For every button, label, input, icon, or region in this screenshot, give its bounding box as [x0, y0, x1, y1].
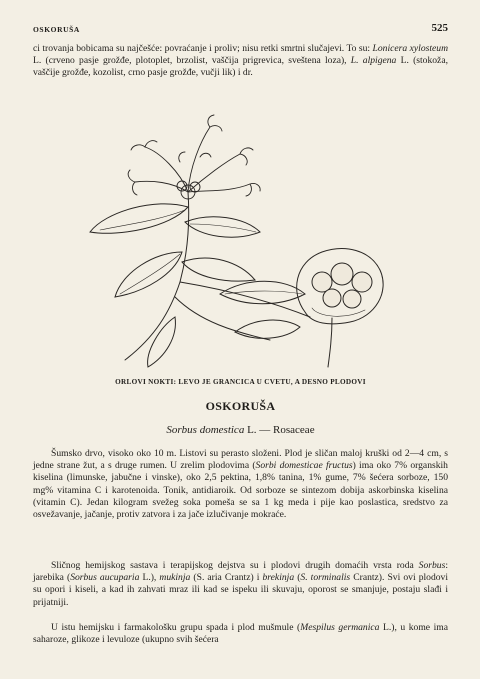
latin-name: Sorbus aucuparia — [70, 572, 140, 584]
page-number: 525 — [431, 22, 448, 34]
latin-name: Sorbi domesticae fructus — [255, 460, 353, 472]
latin-name: brekinja — [262, 572, 295, 584]
leaf — [235, 320, 300, 338]
section-title: OSKORUŠA — [205, 399, 276, 413]
intro-paragraph: ci trovanja bobicama su najčešće: povraćanje i proliv; nisu retki smrtni slučajevi. To su: Lonicera xylosteum L. (crveno pasje grožđe, plotoplet, brzolist, vaščija prigrevica, sveštena loza), L. alpigena L. (stokoža, vaščije grožđe, kozolist, crno pasje grožđe, vučji lik) i dr. — [33, 43, 448, 79]
latin-name: mukinja — [159, 572, 191, 584]
leaf — [182, 258, 255, 281]
latin-name: L. alpigena — [350, 55, 397, 67]
fruit-cluster — [297, 249, 383, 367]
honeysuckle-illustration — [60, 112, 430, 377]
figure-caption: ORLOVI NOKTI: LEVO JE GRANCICA U CVETU, A DESNO PLODOVI — [115, 378, 366, 386]
leaf — [190, 224, 256, 232]
latin-name: Sorbus — [418, 560, 446, 571]
leaf — [115, 252, 182, 297]
running-title: OSKORUŠA — [33, 25, 80, 34]
body-paragraph: U istu hemijsku i farmakološku grupu spada i plod mušmule (Mespilus germanica L.), u kome ima saharoze, glikoze i levuloze (ukupno svih šećera — [33, 622, 449, 646]
leaf — [100, 210, 185, 230]
page-header — [33, 22, 448, 38]
section-subtitle: Sorbus domestica L. — Rosaceae — [166, 424, 315, 436]
latin-name: Lonicera xylosteum — [372, 43, 448, 54]
leaf — [185, 217, 260, 237]
body-paragraph: Šumsko drvo, visoko oko 10 m. Listovi su perasto složeni. Plod je sličan maloj kruški od 2—4 cm, s jedne strane žut, a s druge rumen. U zrelim plodovima (Sorbi domesticae fructus) ima oko 7% organskih kiselina (limunske, jabučne i vinske), oko 2,5 pektina, 1,8% tanina, 1% gume, 7% šećera sorboze, 150 mg% vitamina C i karotenoida. Tonik, antidiaroik. Od sorboze se sintezom dobija askorbinska kiselina (vitamin C). Jedan kilogram svežeg soka pomeša se sa 1 kg meda i pije kao poslastica, sredstvo za osvežavanje, jačanje, protiv zatvora i za jače izlučivanje mokraće. — [33, 448, 448, 521]
latin-name: S. torminalis — [300, 572, 351, 584]
latin-name: Sorbus domestica — [166, 424, 245, 436]
body-paragraph: Sličnog hemijskog sastava i terapijskog dejstva su i plodovi drugih domaćih vrsta roda Sorbus: jarebika (Sorbus aucuparia L.), mukinja (S. aria Crantz) i brekinja (S. torminalis Crantz). Svi ovi plodovi su opori i kiseli, a kad ih zahvati mraz ili kad se ispeku ili skuvaju, oporost se smanjuje, postaju slađi i prijatniji. — [33, 560, 449, 608]
branch-stem — [125, 192, 189, 360]
leaf — [148, 317, 176, 367]
flower-cluster — [128, 115, 260, 199]
latin-name: Mespilus germanica — [300, 622, 380, 633]
